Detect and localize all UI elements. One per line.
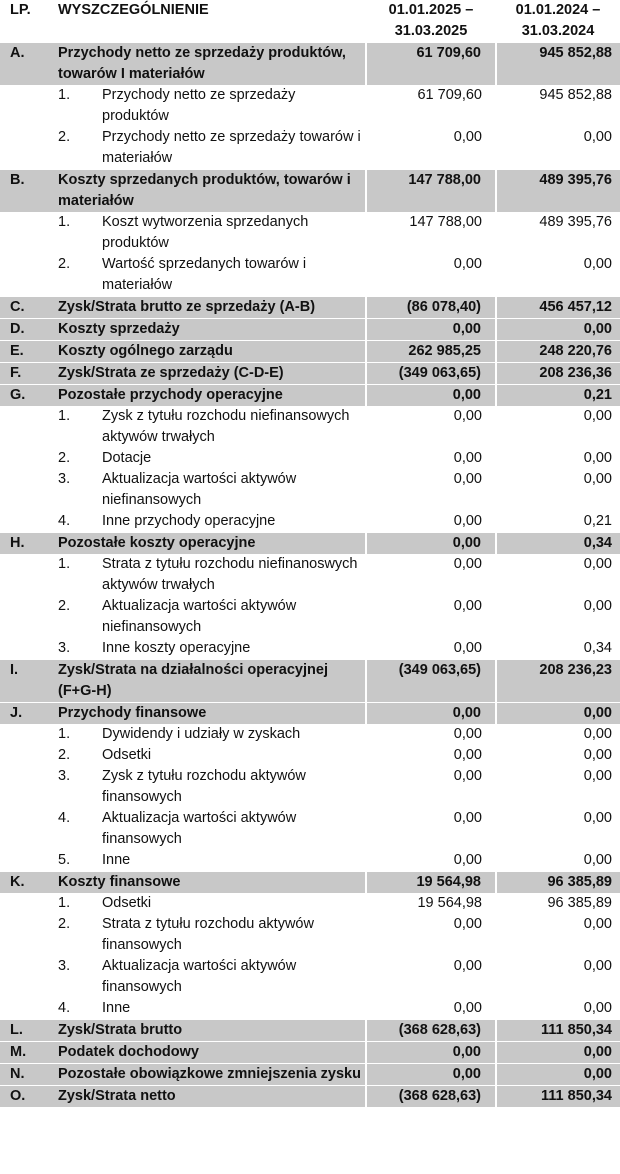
row-value-2024: 111 850,34 — [496, 1020, 620, 1042]
row-label: Inne — [102, 852, 131, 868]
row-value-2025: 0,00 — [453, 408, 482, 424]
row-label: Aktualizacja wartości aktywów niefinansowych — [102, 471, 297, 508]
row-lp: C. — [0, 297, 52, 319]
row-value-2024: 0,21 — [583, 513, 612, 529]
row-value-2024: 208 236,36 — [496, 363, 620, 385]
row-label: Przychody netto ze sprzedaży produktów, towarów I materiałów — [52, 43, 366, 86]
row-value-2024: 96 385,89 — [547, 895, 612, 911]
row-lp-empty — [0, 850, 52, 872]
row-index: 1. — [58, 214, 71, 230]
row-index: 1. — [58, 726, 71, 742]
row-label-cell — [52, 745, 366, 766]
row-lp: K. — [0, 872, 52, 894]
row-index: 1. — [58, 556, 71, 572]
row-label: Odsetki — [102, 747, 152, 763]
row-label-cell — [52, 127, 366, 170]
row-label-cell — [52, 554, 366, 596]
row-label: Koszty ogólnego zarządu — [52, 341, 366, 363]
row-label-cell — [52, 448, 366, 469]
row-index: 3. — [58, 471, 71, 487]
row-lp-empty — [0, 511, 52, 533]
row-value-2024: 0,00 — [583, 726, 612, 742]
row-value-2024: 0,00 — [583, 1000, 612, 1016]
row-label: Koszty sprzedanych produktów, towarów i materiałów — [52, 170, 366, 213]
row-index: 2. — [58, 747, 71, 763]
row-value-2025: (86 078,40) — [366, 297, 496, 319]
row-value-2024: 0,00 — [583, 450, 612, 466]
row-label-cell — [52, 998, 366, 1020]
sub-row — [0, 469, 620, 511]
row-label: Inne — [102, 1000, 131, 1016]
row-lp-empty — [0, 808, 52, 850]
row-value-2024: 208 236,23 — [496, 660, 620, 703]
row-label: Przychody finansowe — [52, 703, 366, 725]
row-label-cell — [52, 212, 366, 254]
row-value-2025: 0,00 — [366, 385, 496, 407]
row-lp-empty — [0, 766, 52, 808]
sub-row — [0, 212, 620, 254]
row-lp: E. — [0, 341, 52, 363]
row-value-2024: 0,00 — [583, 916, 612, 932]
row-value-2025: 0,00 — [453, 726, 482, 742]
row-index: 2. — [58, 598, 71, 614]
row-value-2025: 61 709,60 — [417, 87, 482, 103]
row-value-2025: 0,00 — [366, 703, 496, 725]
header-lp: LP. — [10, 2, 31, 18]
table-body — [0, 43, 620, 1108]
row-index: 3. — [58, 958, 71, 974]
row-lp-empty — [0, 85, 52, 127]
row-label-cell — [52, 406, 366, 448]
section-row — [0, 872, 620, 894]
row-value-2025: 19 564,98 — [417, 895, 482, 911]
row-value-2025: 0,00 — [453, 513, 482, 529]
section-row — [0, 1064, 620, 1086]
row-lp-empty — [0, 956, 52, 998]
row-value-2025: 0,00 — [453, 129, 482, 145]
row-value-2025: 0,00 — [453, 810, 482, 826]
row-value-2024: 0,34 — [496, 533, 620, 555]
row-lp: D. — [0, 319, 52, 341]
row-label-cell — [52, 850, 366, 872]
row-index: 2. — [58, 129, 71, 145]
row-index: 4. — [58, 1000, 71, 1016]
row-label: Koszty sprzedaży — [52, 319, 366, 341]
row-lp: G. — [0, 385, 52, 407]
row-label: Aktualizacja wartości aktywów niefinansowych — [102, 598, 297, 635]
row-lp: N. — [0, 1064, 52, 1086]
row-label: Zysk/Strata na działalności operacyjnej (F+G-H) — [52, 660, 366, 703]
row-value-2024: 945 852,88 — [496, 43, 620, 86]
row-index: 4. — [58, 513, 71, 529]
row-label: Inne przychody operacyjne — [102, 513, 276, 529]
row-label: Strata z tytułu rozchodu aktywów finansowych — [102, 916, 314, 953]
row-value-2024: 248 220,76 — [496, 341, 620, 363]
row-value-2025: 0,00 — [366, 1064, 496, 1086]
sub-row — [0, 956, 620, 998]
row-lp: J. — [0, 703, 52, 725]
row-value-2025: (349 063,65) — [366, 363, 496, 385]
row-value-2025: 61 709,60 — [366, 43, 496, 86]
row-value-2024: 111 850,34 — [496, 1086, 620, 1108]
sub-row — [0, 914, 620, 956]
row-lp-empty — [0, 998, 52, 1020]
row-lp-empty — [0, 724, 52, 745]
row-lp: L. — [0, 1020, 52, 1042]
row-label: Inne koszty operacyjne — [102, 640, 251, 656]
row-label: Zysk/Strata netto — [52, 1086, 366, 1108]
section-row — [0, 363, 620, 385]
row-label: Podatek dochodowy — [52, 1042, 366, 1064]
row-lp-empty — [0, 254, 52, 297]
row-value-2025: 0,00 — [366, 533, 496, 555]
row-lp-empty — [0, 893, 52, 914]
row-lp-empty — [0, 914, 52, 956]
row-label-cell — [52, 893, 366, 914]
section-row — [0, 1042, 620, 1064]
row-label: Przychody netto ze sprzedaży produktów — [102, 87, 296, 124]
row-value-2024: 0,00 — [583, 598, 612, 614]
row-label: Zysk z tytułu rozchodu aktywów finansowych — [102, 768, 306, 805]
sub-row — [0, 554, 620, 596]
row-value-2024: 0,00 — [583, 747, 612, 763]
row-index: 2. — [58, 450, 71, 466]
row-label: Koszty finansowe — [52, 872, 366, 894]
row-value-2024: 456 457,12 — [496, 297, 620, 319]
row-value-2025: 0,00 — [453, 768, 482, 784]
row-lp: B. — [0, 170, 52, 213]
row-label-cell — [52, 956, 366, 998]
sub-row — [0, 893, 620, 914]
row-value-2024: 0,00 — [583, 958, 612, 974]
row-value-2025: (349 063,65) — [366, 660, 496, 703]
row-lp: H. — [0, 533, 52, 555]
sub-row — [0, 850, 620, 872]
row-label: Wartość sprzedanych towarów i materiałów — [102, 256, 307, 293]
row-label: Strata z tytułu rozchodu niefinanoswych aktywów trwałych — [102, 556, 358, 593]
row-index: 2. — [58, 916, 71, 932]
row-label: Dywidendy i udziały w zyskach — [102, 726, 301, 742]
sub-row — [0, 596, 620, 638]
row-label: Odsetki — [102, 895, 152, 911]
row-lp: O. — [0, 1086, 52, 1108]
section-row — [0, 319, 620, 341]
row-label-cell — [52, 469, 366, 511]
row-value-2024: 0,00 — [583, 129, 612, 145]
row-label-cell — [52, 511, 366, 533]
section-row — [0, 385, 620, 407]
sub-row — [0, 998, 620, 1020]
row-value-2024: 0,21 — [496, 385, 620, 407]
row-label-cell — [52, 254, 366, 297]
row-index: 3. — [58, 640, 71, 656]
header-period-2025: 01.01.2025 – 31.03.2025 — [388, 2, 474, 39]
row-value-2024: 489 395,76 — [539, 214, 612, 230]
sub-row — [0, 127, 620, 170]
row-lp-empty — [0, 448, 52, 469]
row-value-2025: 262 985,25 — [366, 341, 496, 363]
row-index: 3. — [58, 768, 71, 784]
sub-row — [0, 638, 620, 660]
row-label: Zysk/Strata brutto ze sprzedaży (A-B) — [52, 297, 366, 319]
row-value-2024: 96 385,89 — [496, 872, 620, 894]
row-lp: A. — [0, 43, 52, 86]
section-row — [0, 533, 620, 555]
row-value-2024: 0,00 — [583, 852, 612, 868]
row-label: Pozostałe przychody operacyjne — [52, 385, 366, 407]
section-row — [0, 660, 620, 703]
row-lp-empty — [0, 469, 52, 511]
row-value-2025: 0,00 — [453, 640, 482, 656]
header-period-2024: 01.01.2024 – 31.03.2024 — [515, 2, 601, 39]
row-value-2025: 0,00 — [453, 556, 482, 572]
row-label-cell — [52, 766, 366, 808]
row-value-2024: 0,00 — [583, 471, 612, 487]
sub-row — [0, 85, 620, 127]
section-row — [0, 43, 620, 86]
sub-row — [0, 745, 620, 766]
sub-row — [0, 766, 620, 808]
row-label: Aktualizacja wartości aktywów finansowych — [102, 810, 297, 847]
row-value-2024: 489 395,76 — [496, 170, 620, 213]
sub-row — [0, 808, 620, 850]
row-index: 1. — [58, 895, 71, 911]
sub-row — [0, 448, 620, 469]
row-label: Zysk z tytułu rozchodu niefinansowych aktywów trwałych — [102, 408, 350, 445]
row-index: 4. — [58, 810, 71, 826]
row-index: 5. — [58, 852, 71, 868]
row-lp-empty — [0, 212, 52, 254]
row-label-cell — [52, 724, 366, 745]
row-value-2024: 0,00 — [583, 256, 612, 272]
row-label: Pozostałe obowiązkowe zmniejszenia zysku — [52, 1064, 366, 1086]
row-value-2025: 0,00 — [453, 598, 482, 614]
row-lp-empty — [0, 127, 52, 170]
row-value-2024: 0,00 — [583, 408, 612, 424]
row-value-2025: 147 788,00 — [366, 170, 496, 213]
row-label-cell — [52, 596, 366, 638]
row-value-2025: (368 628,63) — [366, 1086, 496, 1108]
row-lp: F. — [0, 363, 52, 385]
row-label: Aktualizacja wartości aktywów finansowych — [102, 958, 297, 995]
row-label-cell — [52, 638, 366, 660]
row-label: Koszt wytworzenia sprzedanych produktów — [102, 214, 309, 251]
row-value-2024: 0,34 — [583, 640, 612, 656]
header-title: WYSZCZEGÓLNIENIE — [58, 2, 209, 18]
row-label-cell — [52, 85, 366, 127]
row-label: Zysk/Strata brutto — [52, 1020, 366, 1042]
row-value-2024: 0,00 — [583, 556, 612, 572]
row-value-2024: 0,00 — [496, 703, 620, 725]
row-lp-empty — [0, 596, 52, 638]
row-lp-empty — [0, 638, 52, 660]
section-row — [0, 703, 620, 725]
row-value-2025: 19 564,98 — [366, 872, 496, 894]
row-lp-empty — [0, 745, 52, 766]
row-label: Przychody netto ze sprzedaży towarów i materiałów — [102, 129, 361, 166]
row-value-2025: 0,00 — [453, 916, 482, 932]
row-value-2024: 0,00 — [583, 768, 612, 784]
row-value-2025: 0,00 — [366, 319, 496, 341]
row-value-2024: 0,00 — [496, 1064, 620, 1086]
section-row — [0, 1086, 620, 1108]
row-label: Zysk/Strata ze sprzedaży (C-D-E) — [52, 363, 366, 385]
row-value-2025: 0,00 — [453, 1000, 482, 1016]
row-value-2024: 0,00 — [583, 810, 612, 826]
row-label: Dotacje — [102, 450, 152, 466]
sub-row — [0, 511, 620, 533]
row-index: 1. — [58, 408, 71, 424]
row-lp-empty — [0, 554, 52, 596]
row-value-2025: 147 788,00 — [409, 214, 482, 230]
row-label: Pozostałe koszty operacyjne — [52, 533, 366, 555]
table-header-row — [0, 0, 620, 43]
row-value-2025: 0,00 — [453, 471, 482, 487]
row-lp-empty — [0, 406, 52, 448]
row-value-2025: 0,00 — [453, 256, 482, 272]
section-row — [0, 1020, 620, 1042]
section-row — [0, 341, 620, 363]
row-lp: I. — [0, 660, 52, 703]
row-index: 2. — [58, 256, 71, 272]
row-value-2024: 0,00 — [496, 319, 620, 341]
row-value-2024: 0,00 — [496, 1042, 620, 1064]
row-value-2025: 0,00 — [453, 852, 482, 868]
row-label-cell — [52, 808, 366, 850]
row-value-2024: 945 852,88 — [539, 87, 612, 103]
row-label-cell — [52, 914, 366, 956]
row-value-2025: 0,00 — [453, 747, 482, 763]
section-row — [0, 297, 620, 319]
row-index: 1. — [58, 87, 71, 103]
row-value-2025: 0,00 — [453, 958, 482, 974]
row-lp: M. — [0, 1042, 52, 1064]
sub-row — [0, 406, 620, 448]
row-value-2025: 0,00 — [453, 450, 482, 466]
row-value-2025: (368 628,63) — [366, 1020, 496, 1042]
sub-row — [0, 254, 620, 297]
row-value-2025: 0,00 — [366, 1042, 496, 1064]
sub-row — [0, 724, 620, 745]
section-row — [0, 170, 620, 213]
